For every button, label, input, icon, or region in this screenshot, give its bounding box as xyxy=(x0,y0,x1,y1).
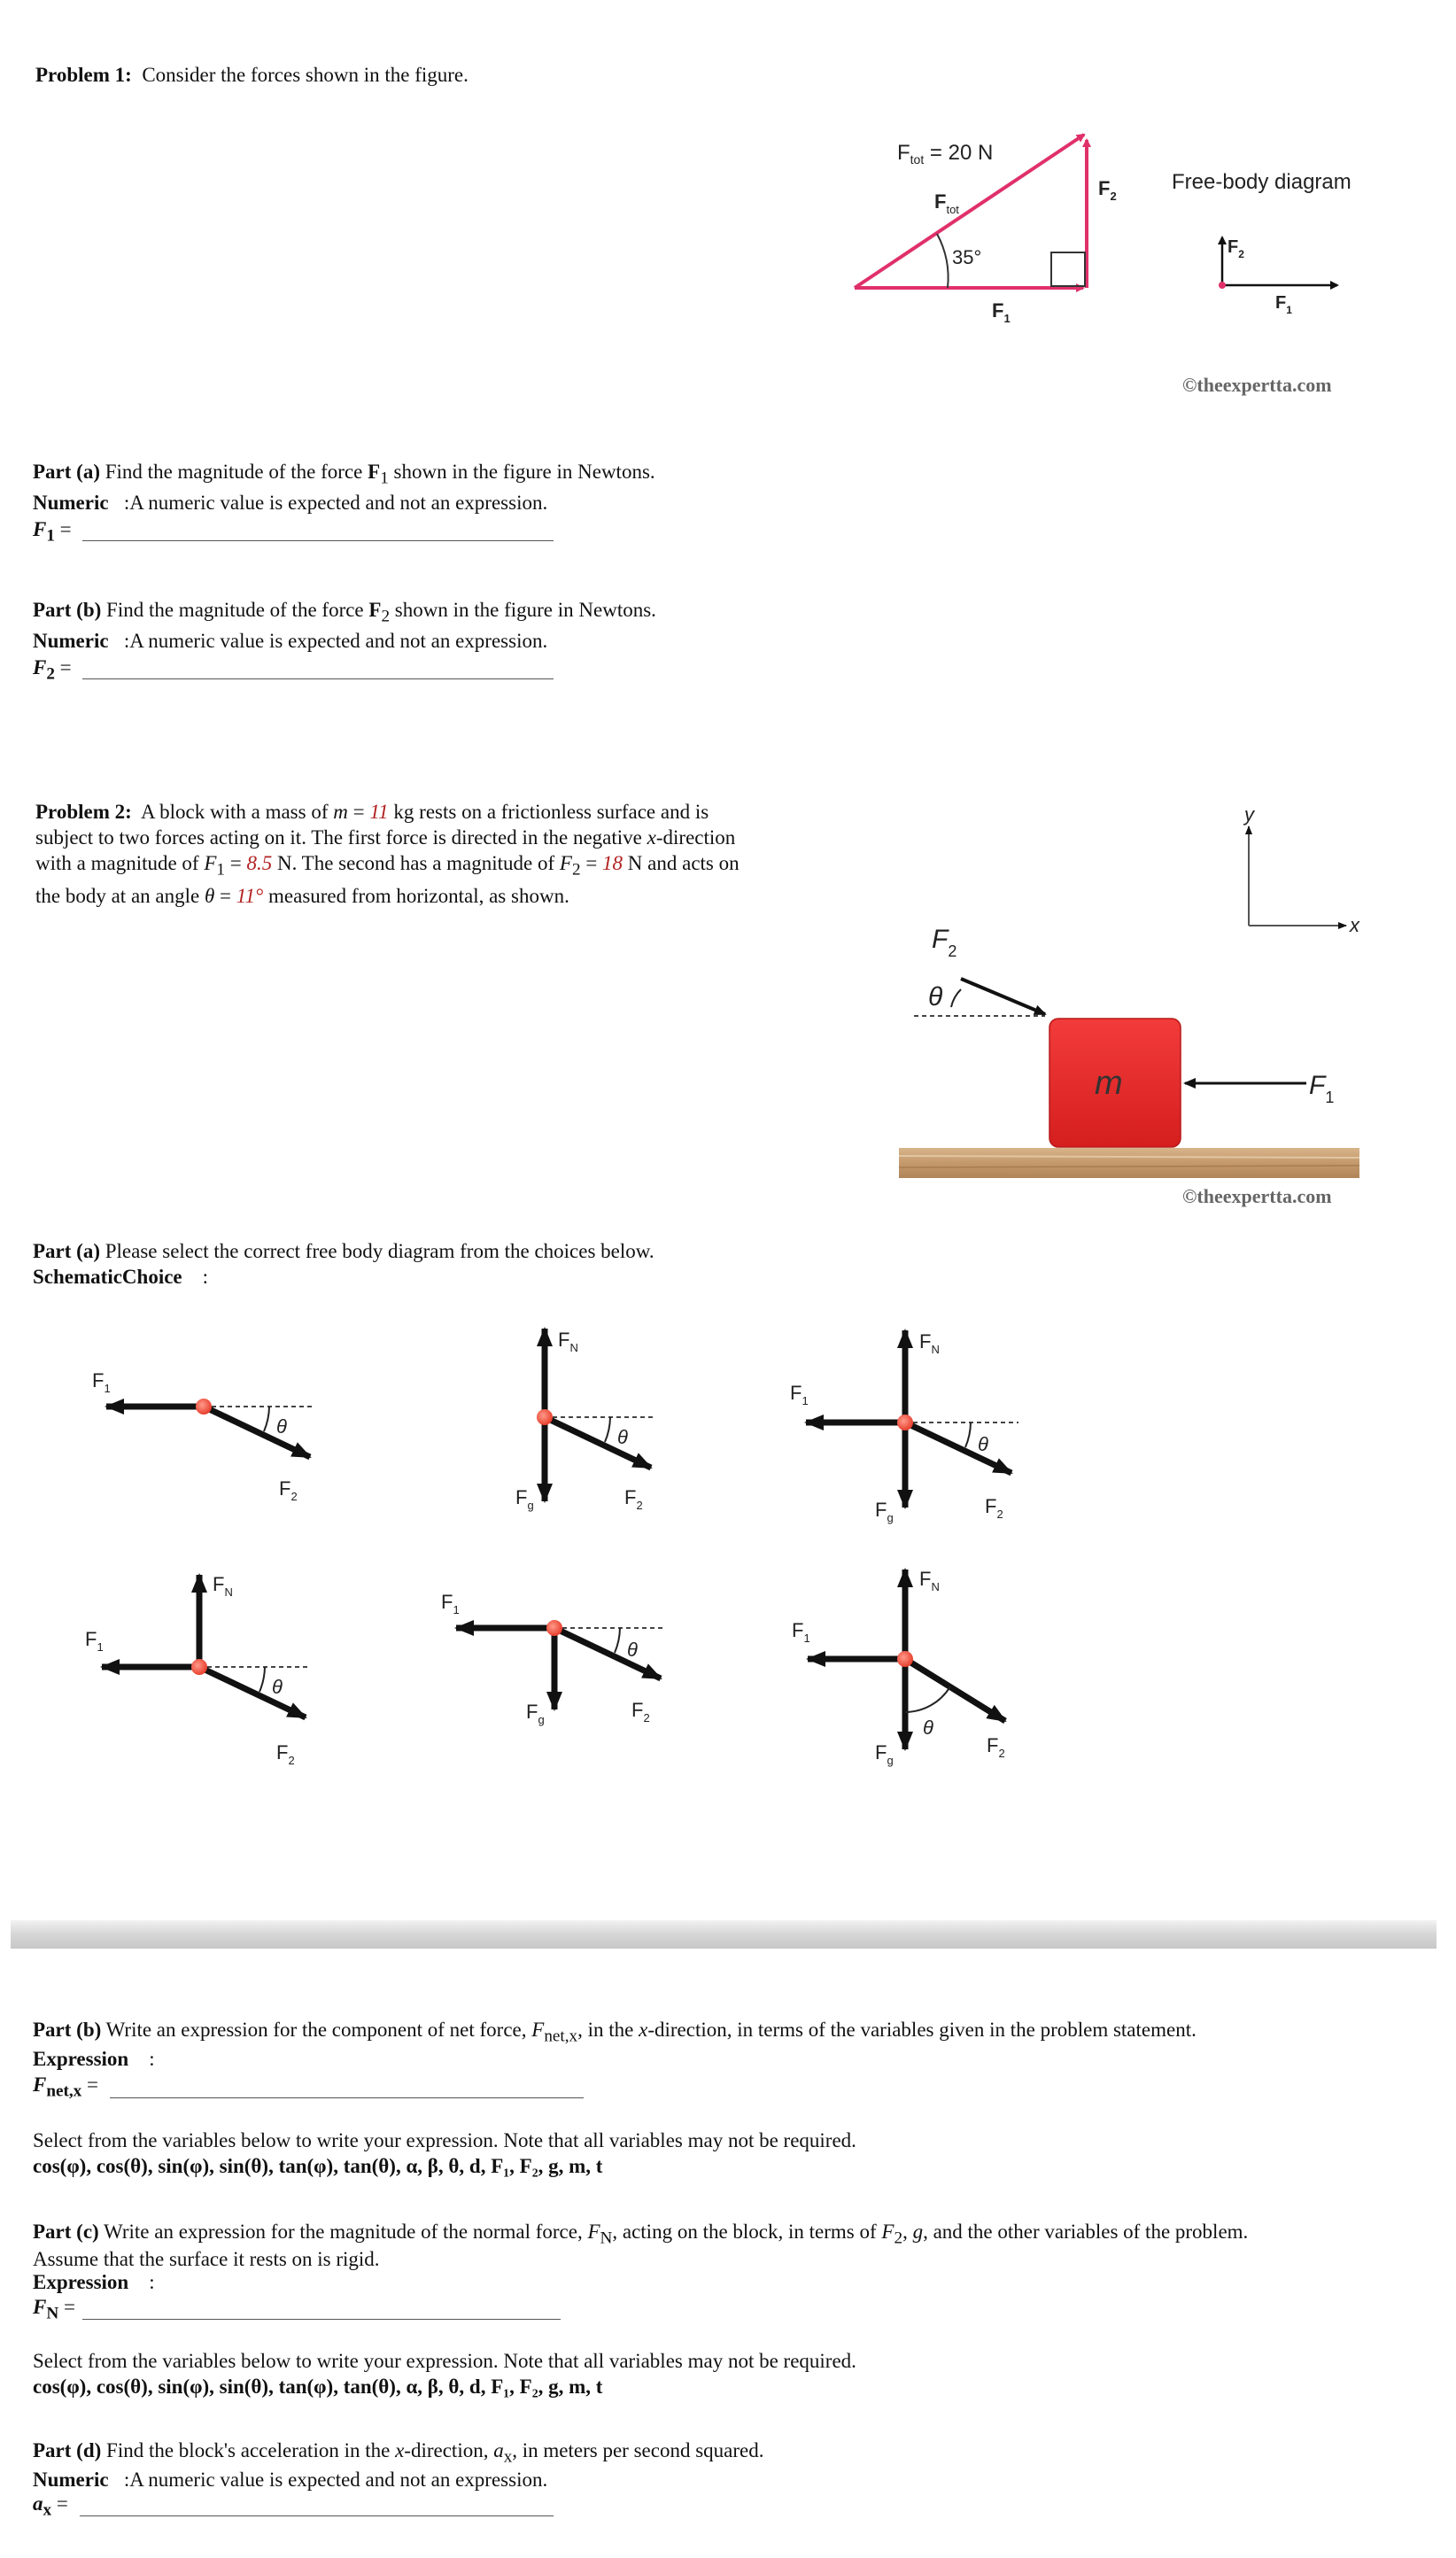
fbd-origin xyxy=(1219,282,1226,289)
choice-3[interactable] xyxy=(790,1330,1018,1524)
p2-part-c-answer-field[interactable] xyxy=(82,2299,561,2320)
p2-part-b-answer-row: $F_{net,x}$ = xyxy=(33,2074,98,2101)
svg-text:θ: θ xyxy=(272,1676,283,1698)
p2-part-b-select-text: Select from the variables below to write your expression. Note that all variables may not be required. xyxy=(33,2129,856,2151)
ftot-vec-label: $F_{tot}$ xyxy=(934,190,959,216)
problem2-figure xyxy=(877,802,1408,1182)
choice-2[interactable] xyxy=(515,1329,655,1512)
svg-text:F1: $F_1$ xyxy=(85,1628,104,1654)
svg-text:F2: $F_2$ xyxy=(276,1741,295,1767)
problem1-figure xyxy=(833,124,1399,407)
p1-part-a-type: Numeric :A numeric value is expected and not an expression. xyxy=(33,492,548,514)
f2-label: $F_2$ xyxy=(1098,177,1117,203)
p2-part-b-type: Expression : xyxy=(33,2048,155,2070)
angle-arc xyxy=(937,234,949,288)
svg-text:FN: $F_N$ xyxy=(213,1573,233,1599)
angle-label: 35° xyxy=(952,246,982,268)
ground xyxy=(899,1148,1359,1178)
p1-part-a-answer-field[interactable] xyxy=(82,521,554,541)
fbd-title: Free-body diagram xyxy=(1172,170,1351,194)
problem1-statement: Problem 1: Consider the forces shown in the figure. xyxy=(35,64,469,86)
section-separator xyxy=(11,1920,1437,1949)
choice-6[interactable] xyxy=(792,1568,1005,1767)
y-axis-label: y xyxy=(1244,803,1254,826)
f2-label: $F_2$ xyxy=(932,925,957,960)
svg-text:F1: $F_1$ xyxy=(441,1591,460,1616)
f1-label: $F_1$ xyxy=(1309,1071,1335,1106)
svg-text:FN: $F_N$ xyxy=(558,1329,578,1354)
p2-part-c-select-text: Select from the variables below to write your expression. Note that all variables may not be required. xyxy=(33,2350,856,2372)
svg-text:Fg: $F_g$ xyxy=(875,1499,894,1524)
fbd-f2-label: $F_2$ xyxy=(1228,237,1244,260)
p2-part-c-question: Part (c) Write an expression for the magnitude of the normal force, $F_N$, acting on the block, in terms of $F_2$, g, and the other variables of the problem. xyxy=(33,2221,1249,2248)
svg-text:F1: $F_1$ xyxy=(792,1619,810,1645)
svg-text:θ: θ xyxy=(978,1433,988,1455)
p1-part-a-question: Part (a) Find the magnitude of the force $F_1$ shown in the figure in Newtons. xyxy=(33,461,655,488)
p2-part-b-question: Part (b) Write an expression for the component of net force, $F_{net,x}$, in the x-direction, in terms of the variables given in the problem statement. xyxy=(33,2019,1197,2046)
right-angle-marker xyxy=(1051,252,1085,286)
svg-text:F1: $F_1$ xyxy=(92,1369,111,1395)
svg-text:θ: θ xyxy=(923,1717,933,1739)
p1-part-a-answer-row: $F_1$ = xyxy=(33,518,72,546)
p2-part-d-type: Numeric :A numeric value is expected and not an expression. xyxy=(33,2469,548,2491)
p2-part-a-type: SchematicChoice : xyxy=(33,1266,209,1288)
p2-part-c-line2: Assume that the surface it rests on is rigid. xyxy=(33,2248,380,2270)
p2-part-b-variables: cos(φ), cos(θ), sin(φ), sin(θ), tan(φ), tan(θ), α, β, θ, d, F₁, F₂, g, m, t xyxy=(33,2155,603,2177)
svg-text:F2: $F_2$ xyxy=(279,1477,298,1503)
ftot-equation: $F_{tot} = 20$ N xyxy=(897,141,994,167)
theta-arc xyxy=(951,989,961,1007)
p1-part-b-answer-row: $F_2$ = xyxy=(33,656,72,684)
svg-text:F2: $F_2$ xyxy=(985,1495,1003,1521)
p2-part-a-question: Part (a) Please select the correct free body diagram from the choices below. xyxy=(33,1240,654,1262)
svg-text:F1: $F_1$ xyxy=(790,1382,809,1407)
choice-1[interactable] xyxy=(92,1369,314,1503)
svg-text:Fg: $F_g$ xyxy=(875,1741,894,1767)
svg-text:FN: $F_N$ xyxy=(919,1330,940,1356)
p1-part-b-question: Part (b) Find the magnitude of the force $F_2$ shown in the figure in Newtons. xyxy=(33,599,656,626)
choice-5[interactable] xyxy=(441,1591,664,1726)
p2-part-c-variables: cos(φ), cos(θ), sin(φ), sin(θ), tan(φ), tan(θ), α, β, θ, d, F₁, F₂, g, m, t xyxy=(33,2376,603,2398)
fbd-f1-label: $F_1$ xyxy=(1275,293,1292,316)
svg-text:F2: $F_2$ xyxy=(624,1486,643,1512)
mass-label: m xyxy=(1095,1065,1123,1102)
svg-text:FN: $F_N$ xyxy=(919,1568,940,1593)
p2-part-d-question: Part (d) Find the block's acceleration in the x-direction, $a_x$, in meters per second squared. xyxy=(33,2439,764,2467)
svg-text:F2: $F_2$ xyxy=(631,1699,650,1725)
f2-arrow xyxy=(961,979,1045,1014)
svg-text:θ: θ xyxy=(617,1426,628,1448)
svg-text:F2: $F_2$ xyxy=(987,1734,1005,1760)
p2-part-c-type: Expression : xyxy=(33,2271,155,2293)
p1-part-b-answer-field[interactable] xyxy=(82,659,554,679)
svg-text:θ: θ xyxy=(276,1415,287,1438)
problem2-statement: Problem 2: A block with a mass of m = 11 kg rests on a frictionless surface and is subject to two forces acting on it. The first force is directed in the negative x-direction with a magnitude of $F_1 = 8.5$ N. The second has a magnitude of $F_2 = 18$ N and acts on the body at an angle θ = 11° measured from horizontal, as shown. xyxy=(35,801,740,907)
fbd-choices xyxy=(53,1311,1098,1807)
p2-part-b-answer-field[interactable] xyxy=(110,2078,584,2098)
f1-label: $F_1$ xyxy=(992,299,1011,325)
svg-text:θ: θ xyxy=(627,1639,638,1661)
p2-part-d-answer-field[interactable] xyxy=(80,2496,554,2516)
svg-text:Fg: $F_g$ xyxy=(515,1486,534,1512)
theta-label: θ xyxy=(928,982,943,1012)
p2-part-d-answer-row: $a_x$ = xyxy=(33,2492,68,2520)
x-axis-label: x xyxy=(1350,914,1359,936)
p1-part-b-type: Numeric :A numeric value is expected and not an expression. xyxy=(33,630,548,652)
svg-text:Fg: $F_g$ xyxy=(526,1701,545,1726)
problem2-copyright: ©theexpertta.com xyxy=(1182,1185,1332,1207)
choice-4[interactable] xyxy=(85,1573,310,1767)
problem1-copyright: ©theexpertta.com xyxy=(1182,374,1332,396)
p2-part-c-answer-row: $F_N$ = xyxy=(33,2296,75,2323)
